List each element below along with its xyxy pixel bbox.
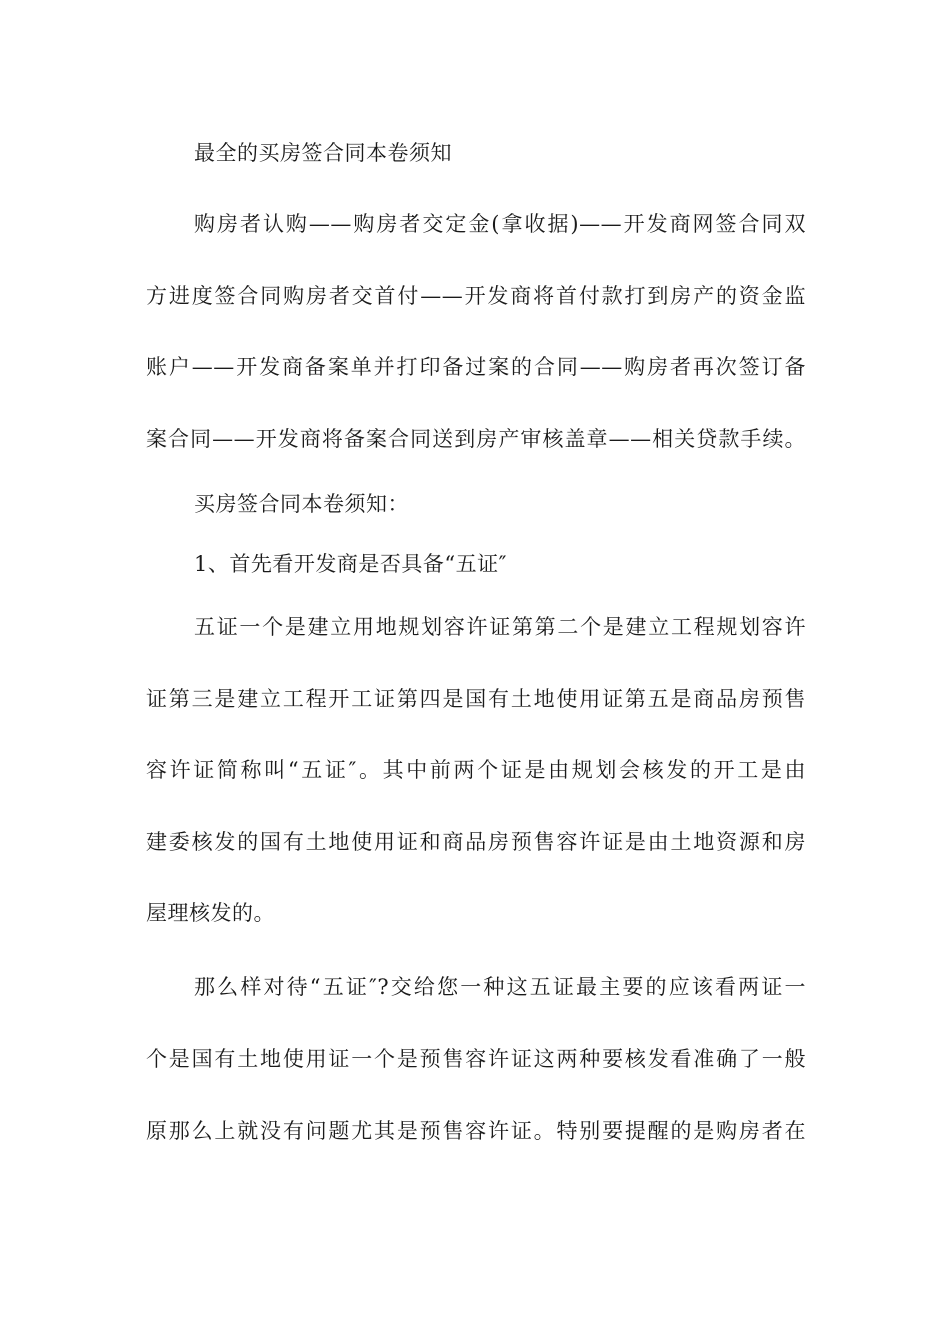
paragraph-1-line-2: 方进度签合同购房者交首付——开发商将首付款打到房产的资金监 [146, 284, 806, 308]
item-1-heading: 1、首先看开发商是否具备“五证″ [194, 552, 507, 576]
paragraph-2-line-3: 容许证简称叫“五证″。其中前两个证是由规划会核发的开工是由 [146, 758, 806, 782]
paragraph-3-line-1: 那么样对待“五证″?交给您一种这五证最主要的应该看两证一 [194, 975, 806, 999]
paragraph-1-line-1: 购房者认购——购房者交定金(拿收据)——开发商网签合同双 [194, 212, 806, 236]
paragraph-2-line-5: 屋理核发的。 [146, 901, 275, 925]
paragraph-2-line-2: 证第三是建立工程开工证第四是国有土地使用证第五是商品房预售 [146, 687, 806, 711]
subheading: 买房签合同本卷须知： [194, 492, 409, 516]
paragraph-3-line-3: 原那么上就没有问题尤其是预售容许证。特别要提醒的是购房者在 [146, 1119, 806, 1143]
paragraph-1-line-3: 账户——开发商备案单并打印备过案的合同——购房者再次签订备 [146, 355, 806, 379]
paragraph-3-line-2: 个是国有土地使用证一个是预售容许证这两种要核发看准确了一般 [146, 1047, 806, 1071]
document-title: 最全的买房签合同本卷须知 [194, 141, 452, 165]
paragraph-2-line-4: 建委核发的国有土地使用证和商品房预售容许证是由土地资源和房 [146, 830, 806, 854]
paragraph-2-line-1: 五证一个是建立用地规划容许证第第二个是建立工程规划容许 [194, 615, 806, 639]
paragraph-1-line-4: 案合同——开发商将备案合同送到房产审核盖章——相关贷款手续。 [146, 427, 806, 451]
